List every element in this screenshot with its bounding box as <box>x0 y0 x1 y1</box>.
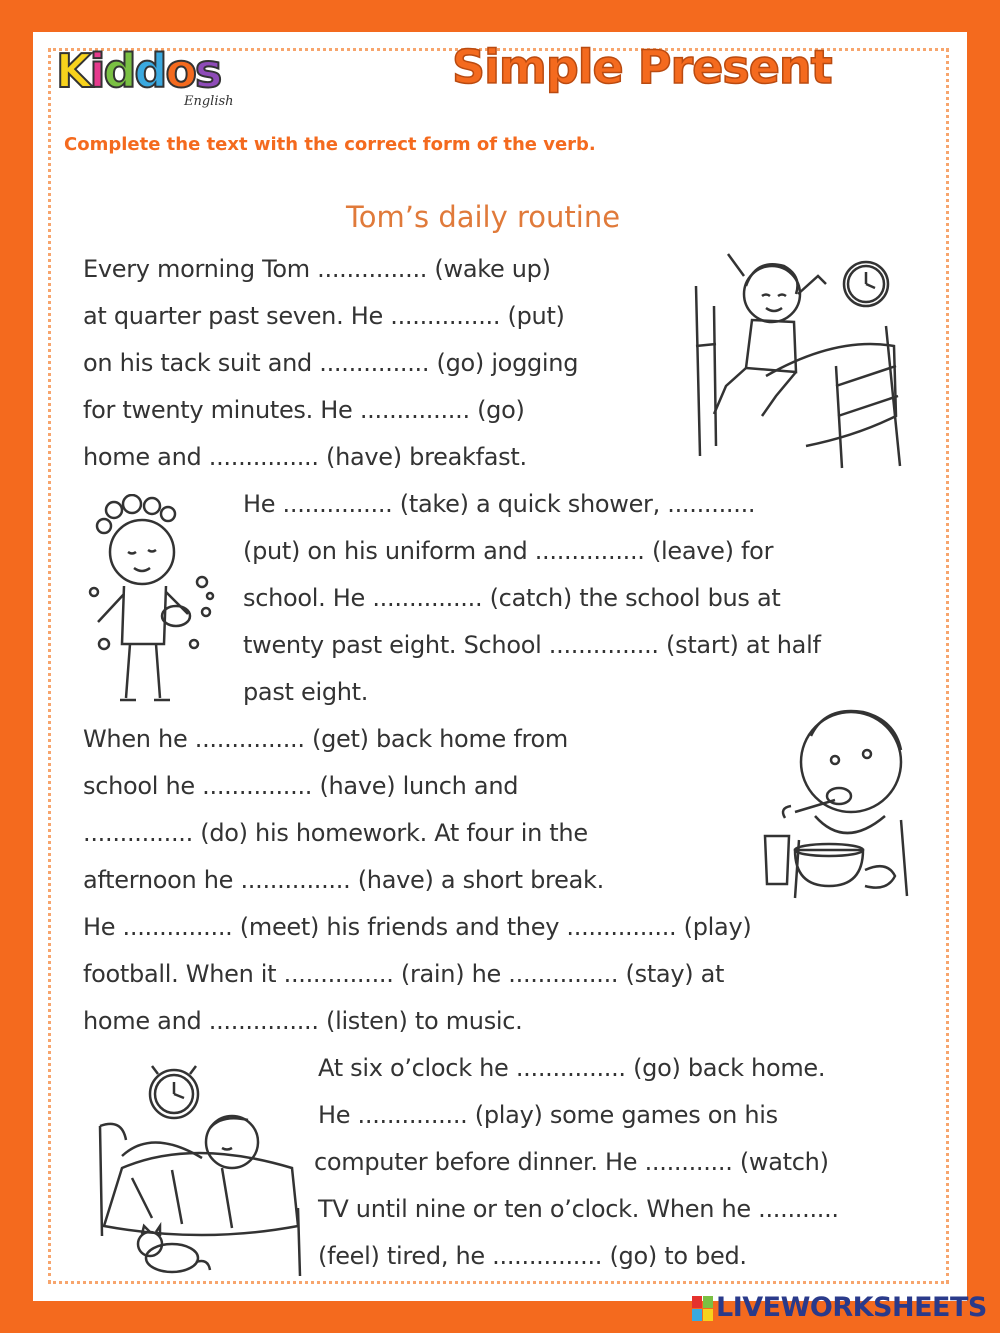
story-line: ............... (do) his homework. At four in the <box>83 819 588 847</box>
story-line: TV until nine or ten o’clock. When he ........... <box>318 1195 839 1223</box>
story-line: Every morning Tom ............... (wake up) <box>83 255 551 283</box>
kiddos-logo <box>56 44 256 118</box>
story-line: (put) on his uniform and ............... (leave) for <box>243 537 774 565</box>
story-line: At six o’clock he ............... (go) back home. <box>318 1054 826 1082</box>
story-line: home and ............... (listen) to music. <box>83 1007 523 1035</box>
story-line: school he ............... (have) lunch and <box>83 772 519 800</box>
story-line: He ............... (play) some games on his <box>318 1101 778 1129</box>
page-title: Simple Present <box>452 40 832 94</box>
story-line: afternoon he ............... (have) a short break. <box>83 866 604 894</box>
story-line: school. He ............... (catch) the school bus at <box>243 584 781 612</box>
story-title: Tom’s daily routine <box>346 200 621 234</box>
story-line: He ............... (meet) his friends and they ............... (play) <box>83 913 752 941</box>
story-line: home and ............... (have) breakfast. <box>83 443 527 471</box>
boy-showering-icon <box>84 494 226 714</box>
instruction-text: Complete the text with the correct form of the verb. <box>64 134 596 155</box>
boy-eating-icon <box>755 700 913 906</box>
story-line: computer before dinner. He ............ (watch) <box>314 1148 829 1176</box>
logo-text: Kiddos <box>56 44 221 98</box>
logo-subtitle: English <box>184 94 234 109</box>
liveworksheets-logo-icon <box>692 1296 714 1322</box>
story-line: twenty past eight. School ............... (start) at half <box>243 631 821 659</box>
story-line: He ............... (take) a quick shower, ............ <box>243 490 756 518</box>
story-line: on his tack suit and ............... (go) jogging <box>83 349 579 377</box>
boy-waking-up-icon <box>686 246 912 472</box>
story-line: When he ............... (get) back home from <box>83 725 568 753</box>
story-line: for twenty minutes. He ............... (go) <box>83 396 525 424</box>
watermark-text: LIVEWORKSHEETS <box>716 1292 987 1323</box>
story-line: past eight. <box>243 678 369 706</box>
story-line: at quarter past seven. He ............... (put) <box>83 302 565 330</box>
story-line: football. When it ............... (rain) he ............... (stay) at <box>83 960 725 988</box>
boy-sleeping-icon <box>92 1058 308 1284</box>
story-line: (feel) tired, he ............... (go) to bed. <box>318 1242 747 1270</box>
